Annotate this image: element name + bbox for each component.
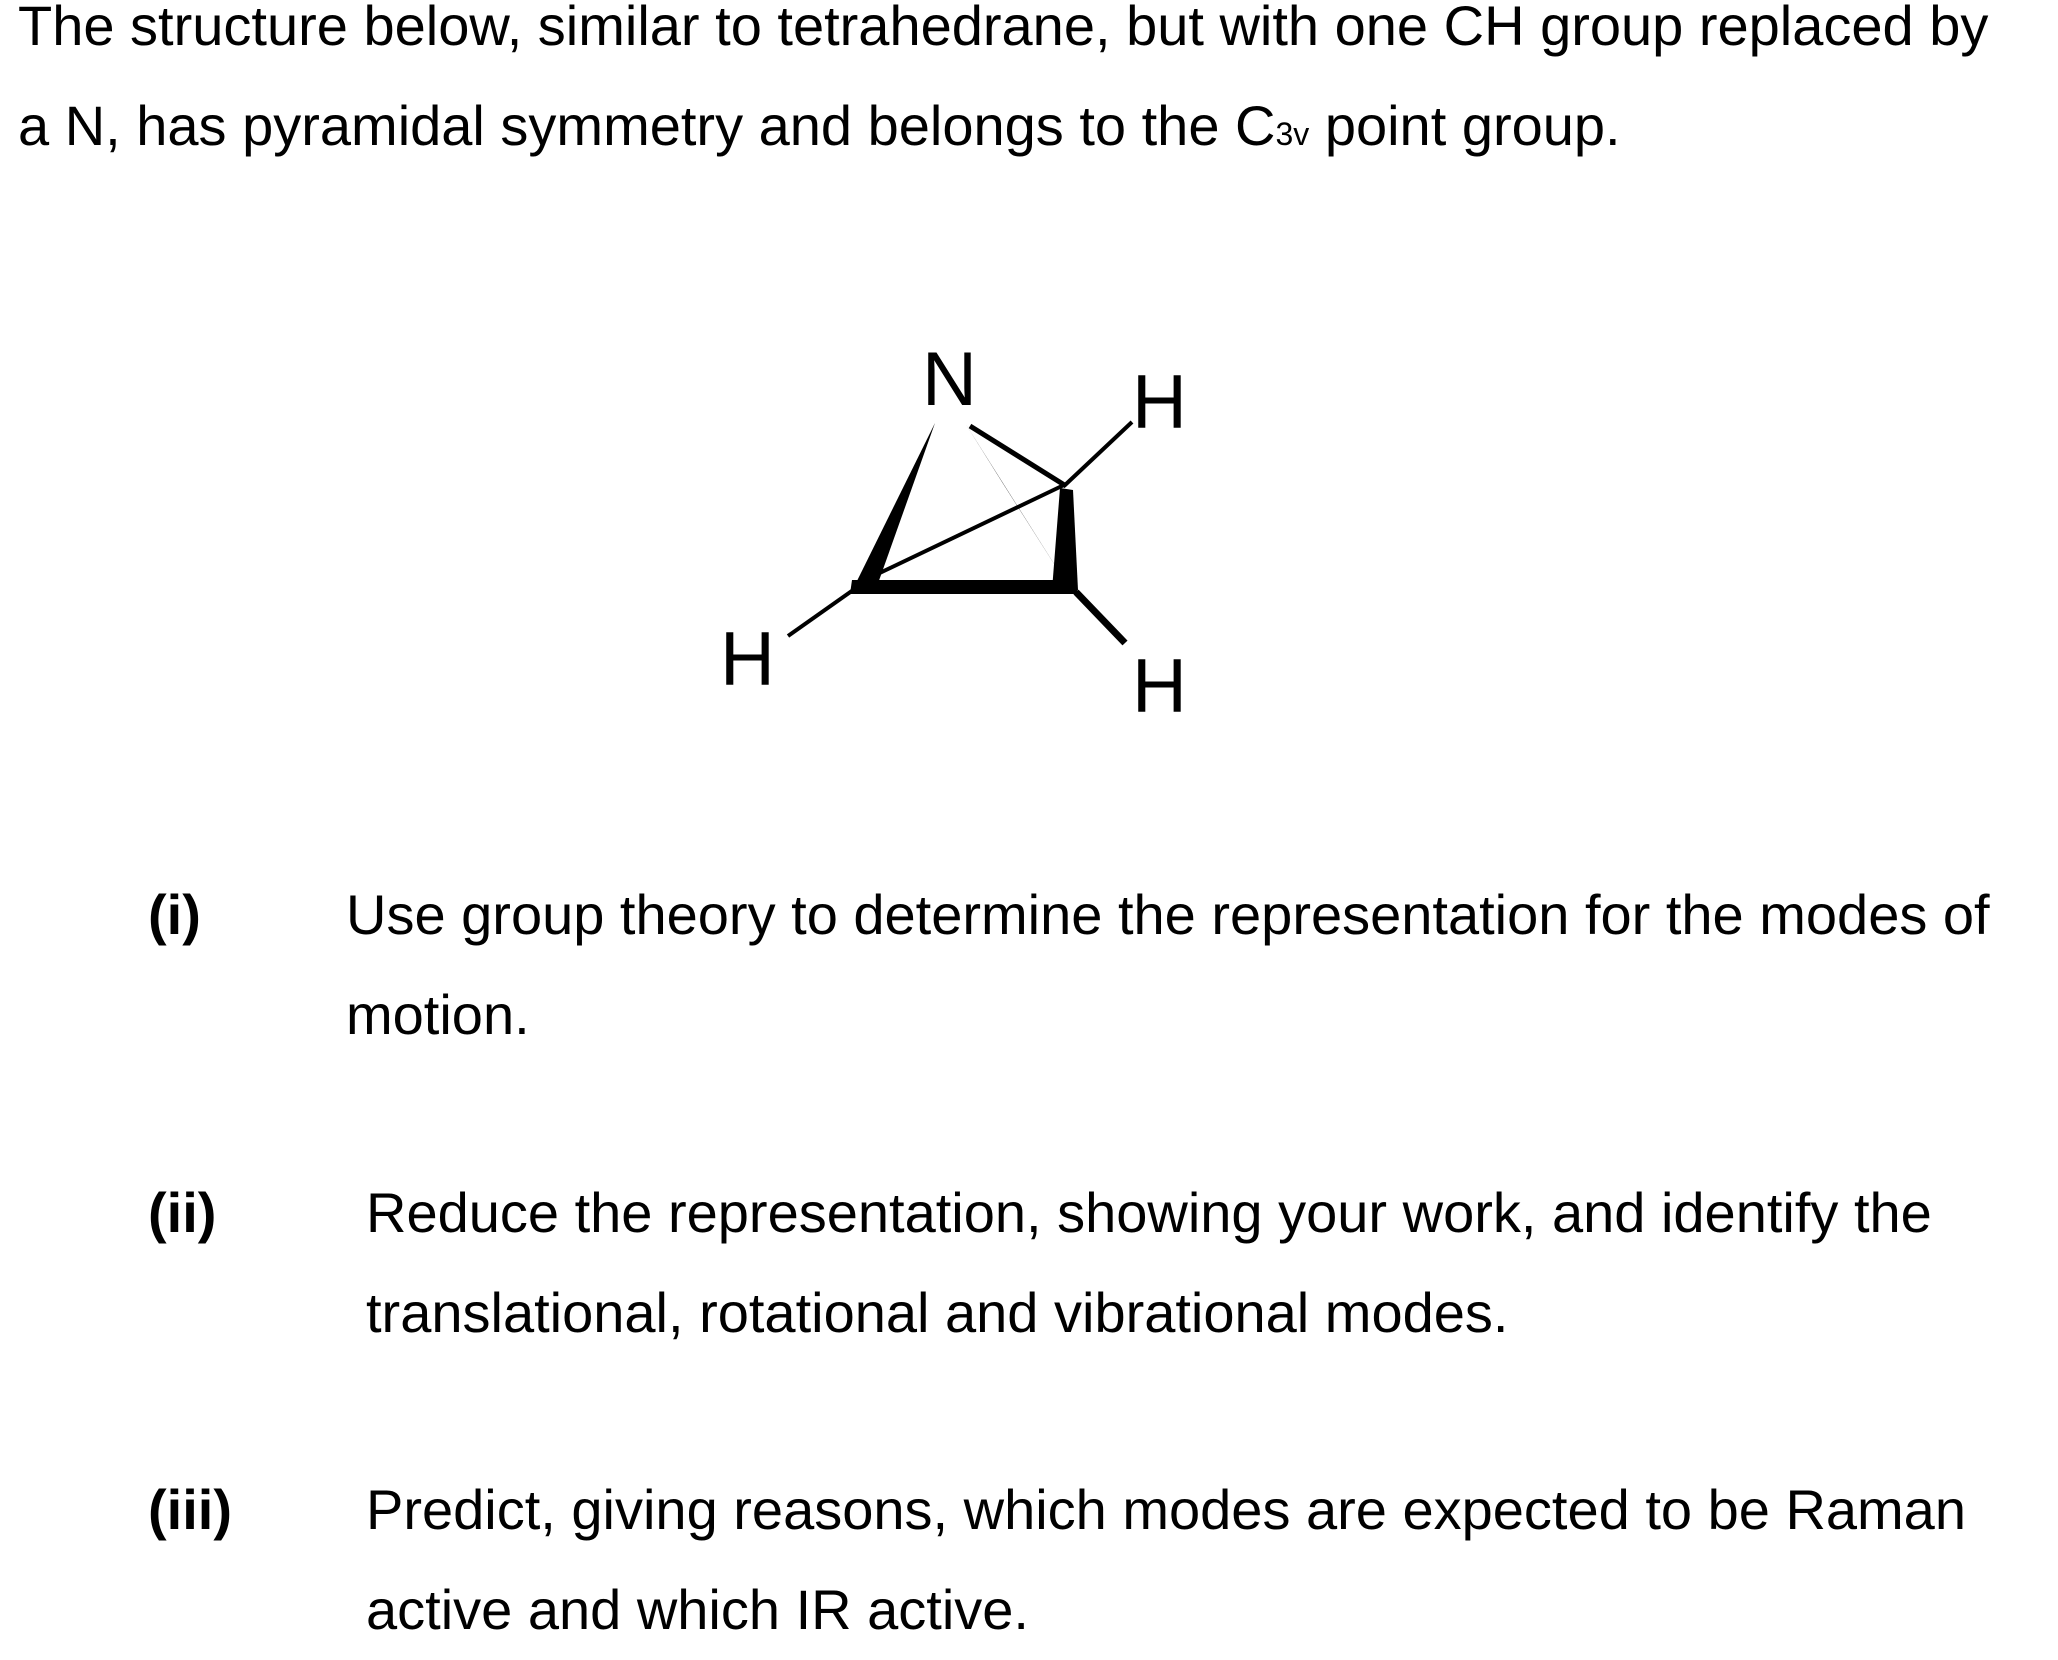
intro-line-2-end: point group. [1309, 94, 1621, 157]
question-text-line-2: active and which IR active. [366, 1578, 1029, 1641]
bond-thin-n-back [970, 426, 1066, 486]
atom-label-h-left: H [720, 617, 775, 702]
question-number: (i) [148, 883, 201, 946]
bond-ch-right [1076, 592, 1125, 643]
question-text [346, 865, 2058, 1065]
intro-line-2-text: a N, has pyramidal symmetry and belongs to the C [18, 94, 1276, 157]
bond-ch-left [788, 588, 856, 636]
atom-label-h-right: H [1132, 644, 1187, 729]
question-text [366, 1460, 2058, 1660]
point-group-subscript: 3v [1275, 116, 1310, 152]
question-text-line-1: Predict, giving reasons, which modes are expected to be Raman [366, 1478, 1966, 1541]
bond-bold-base [850, 580, 1078, 594]
atom-label-n: N [922, 340, 977, 422]
bond-wedge-right-c [1052, 488, 1078, 590]
molecule-structure-figure [680, 340, 1240, 740]
question-text [366, 1163, 2058, 1363]
molecule-diagram [680, 340, 1240, 740]
bond-ch-top [1064, 422, 1132, 486]
question-number: (iii) [148, 1478, 232, 1541]
question-text-line-2: motion. [346, 983, 530, 1046]
question-text-line-1: Reduce the representation, showing your work, and identify the [366, 1181, 1932, 1244]
intro-line-1: The structure below, similar to tetrahedrane, but with one CH group replaced by [18, 0, 1989, 57]
question-text-line-2: translational, rotational and vibrational modes. [366, 1281, 1509, 1344]
question-number: (ii) [148, 1181, 217, 1244]
intro-line-2 [18, 76, 2048, 176]
intro-paragraph [18, 0, 2048, 176]
atom-label-h-top: H [1132, 360, 1187, 445]
question-text-line-1: Use group theory to determine the representation for the modes of [346, 883, 1990, 946]
